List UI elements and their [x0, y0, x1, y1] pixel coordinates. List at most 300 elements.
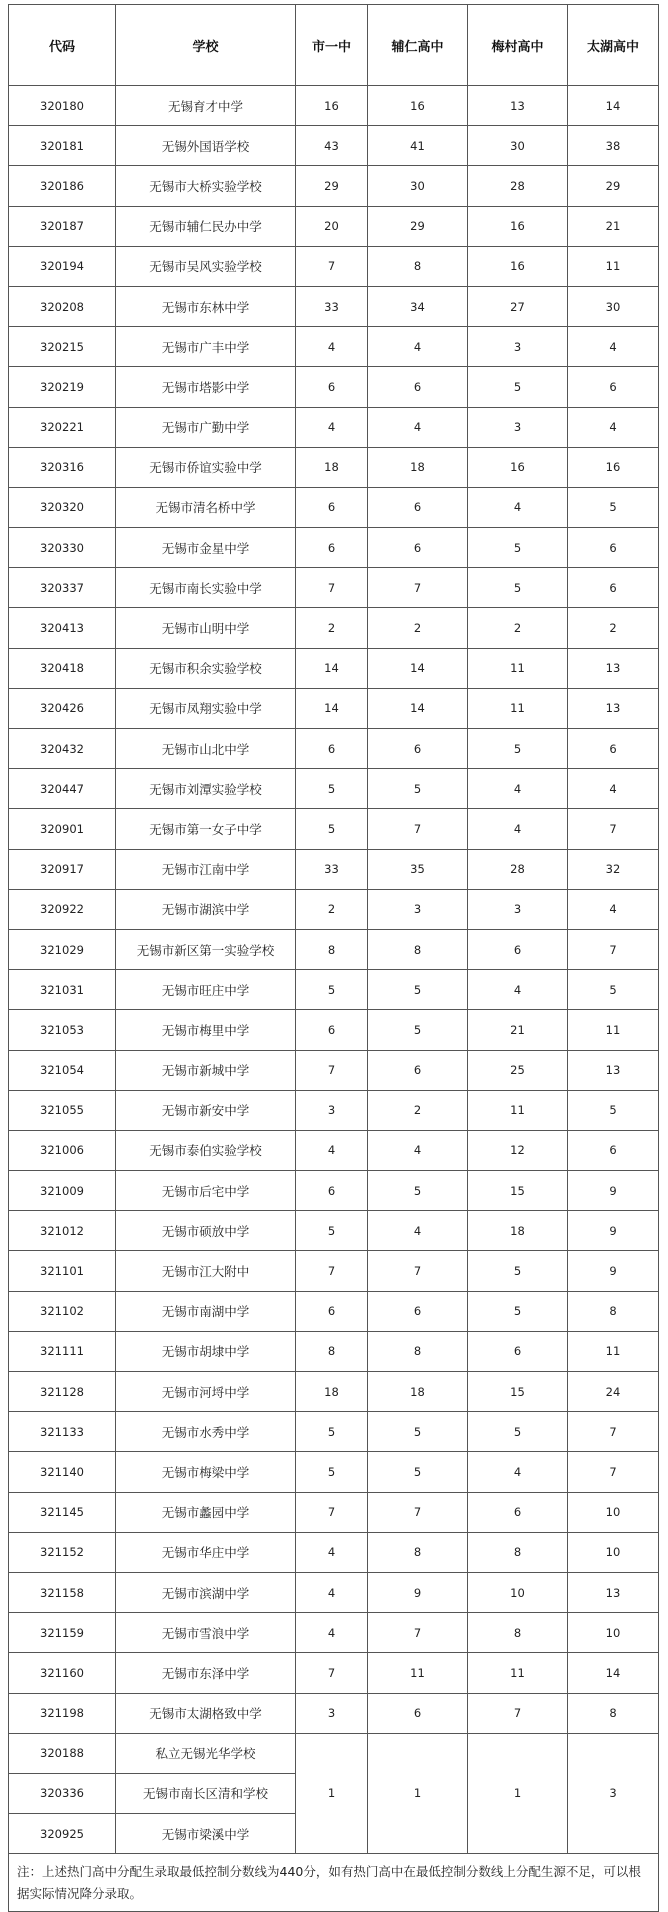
quota-shiyizhong: 2 — [296, 608, 368, 648]
quota-furen: 30 — [368, 166, 468, 206]
table-row — [9, 528, 659, 568]
quota-furen: 6 — [368, 367, 468, 407]
quota-shiyizhong: 4 — [296, 1130, 368, 1170]
quota-furen: 8 — [368, 929, 468, 969]
school-code: 320330 — [9, 528, 116, 568]
school-code: 320336 — [9, 1773, 116, 1813]
school-code: 321012 — [9, 1211, 116, 1251]
quota-taihu: 21 — [568, 206, 659, 246]
quota-shiyizhong: 18 — [296, 1372, 368, 1412]
table-row — [9, 849, 659, 889]
quota-meicun: 30 — [468, 126, 568, 166]
quota-furen: 41 — [368, 126, 468, 166]
school-code: 320447 — [9, 769, 116, 809]
quota-shiyizhong: 5 — [296, 970, 368, 1010]
quota-taihu: 7 — [568, 809, 659, 849]
table-row — [9, 1050, 659, 1090]
quota-shiyizhong: 14 — [296, 688, 368, 728]
quota-taihu: 32 — [568, 849, 659, 889]
school-code: 320413 — [9, 608, 116, 648]
school-name: 私立无锡光华学校 — [116, 1733, 296, 1773]
school-code: 321102 — [9, 1291, 116, 1331]
quota-furen: 6 — [368, 729, 468, 769]
quota-furen: 7 — [368, 568, 468, 608]
table-row — [9, 688, 659, 728]
quota-meicun: 4 — [468, 769, 568, 809]
quota-meicun: 15 — [468, 1171, 568, 1211]
quota-meicun: 8 — [468, 1532, 568, 1572]
quota-furen: 2 — [368, 608, 468, 648]
quota-taihu: 7 — [568, 1412, 659, 1452]
footnote: 注：上述热门高中分配生录取最低控制分数线为440分，如有热门高中在最低控制分数线上分配生源不足，可以根据实际情况降分录取。 — [9, 1854, 659, 1912]
school-code: 320188 — [9, 1733, 116, 1773]
table-row — [9, 246, 659, 286]
quota-taihu: 6 — [568, 568, 659, 608]
quota-taihu: 6 — [568, 528, 659, 568]
table-row — [9, 568, 659, 608]
header-school: 学校 — [116, 5, 296, 86]
school-code: 320194 — [9, 246, 116, 286]
school-code: 320432 — [9, 729, 116, 769]
quota-meicun: 13 — [468, 86, 568, 126]
table-row — [9, 1090, 659, 1130]
quota-taihu: 9 — [568, 1251, 659, 1291]
table-row — [9, 327, 659, 367]
quota-shiyizhong: 7 — [296, 1050, 368, 1090]
quota-shiyizhong: 6 — [296, 1010, 368, 1050]
school-code: 320320 — [9, 487, 116, 527]
quota-shiyizhong: 8 — [296, 929, 368, 969]
school-name: 无锡市辅仁民办中学 — [116, 206, 296, 246]
quota-furen: 5 — [368, 1412, 468, 1452]
school-name: 无锡市华庄中学 — [116, 1532, 296, 1572]
school-name: 无锡市凤翔实验中学 — [116, 688, 296, 728]
quota-furen: 5 — [368, 769, 468, 809]
school-code: 320186 — [9, 166, 116, 206]
school-code: 320208 — [9, 286, 116, 326]
quota-meicun: 4 — [468, 487, 568, 527]
group-quota-shiyizhong: 1 — [296, 1733, 368, 1854]
school-name: 无锡市梅梁中学 — [116, 1452, 296, 1492]
quota-furen: 7 — [368, 1251, 468, 1291]
quota-taihu: 7 — [568, 1452, 659, 1492]
quota-furen: 29 — [368, 206, 468, 246]
school-code: 321159 — [9, 1613, 116, 1653]
quota-furen: 18 — [368, 447, 468, 487]
table-row — [9, 1211, 659, 1251]
quota-meicun: 25 — [468, 1050, 568, 1090]
school-code: 320418 — [9, 648, 116, 688]
school-code: 320180 — [9, 86, 116, 126]
school-code: 320426 — [9, 688, 116, 728]
quota-meicun: 5 — [468, 1291, 568, 1331]
school-code: 321160 — [9, 1653, 116, 1693]
quota-shiyizhong: 29 — [296, 166, 368, 206]
school-name: 无锡市东林中学 — [116, 286, 296, 326]
note-row — [9, 1854, 659, 1912]
quota-meicun: 3 — [468, 889, 568, 929]
group-row — [9, 1733, 659, 1773]
group-quota-furen: 1 — [368, 1733, 468, 1854]
school-code: 321145 — [9, 1492, 116, 1532]
table-row — [9, 1532, 659, 1572]
quota-taihu: 13 — [568, 1572, 659, 1612]
quota-furen: 34 — [368, 286, 468, 326]
quota-meicun: 5 — [468, 729, 568, 769]
school-name: 无锡市山明中学 — [116, 608, 296, 648]
quota-meicun: 11 — [468, 1653, 568, 1693]
quota-taihu: 10 — [568, 1492, 659, 1532]
quota-meicun: 5 — [468, 568, 568, 608]
quota-shiyizhong: 6 — [296, 729, 368, 769]
quota-furen: 7 — [368, 1492, 468, 1532]
school-name: 无锡市胡埭中学 — [116, 1331, 296, 1371]
quota-shiyizhong: 3 — [296, 1693, 368, 1733]
school-name: 无锡市梁溪中学 — [116, 1814, 296, 1854]
quota-meicun: 15 — [468, 1372, 568, 1412]
quota-furen: 4 — [368, 1211, 468, 1251]
quota-shiyizhong: 33 — [296, 286, 368, 326]
table-row — [9, 929, 659, 969]
table-row — [9, 809, 659, 849]
school-code: 321133 — [9, 1412, 116, 1452]
table-row — [9, 367, 659, 407]
quota-meicun: 21 — [468, 1010, 568, 1050]
quota-furen: 8 — [368, 246, 468, 286]
quota-taihu: 8 — [568, 1693, 659, 1733]
quota-taihu: 14 — [568, 1653, 659, 1693]
school-name: 无锡市侨谊实验中学 — [116, 447, 296, 487]
header-taihu: 太湖高中 — [568, 5, 659, 86]
school-code: 320215 — [9, 327, 116, 367]
quota-furen: 16 — [368, 86, 468, 126]
school-code: 321128 — [9, 1372, 116, 1412]
table-row — [9, 447, 659, 487]
quota-meicun: 18 — [468, 1211, 568, 1251]
quota-taihu: 11 — [568, 246, 659, 286]
quota-furen: 5 — [368, 1010, 468, 1050]
quota-shiyizhong: 6 — [296, 487, 368, 527]
school-name: 无锡市清名桥中学 — [116, 487, 296, 527]
school-code: 321152 — [9, 1532, 116, 1572]
quota-meicun: 11 — [468, 1090, 568, 1130]
school-name: 无锡市雪浪中学 — [116, 1613, 296, 1653]
school-name: 无锡市滨湖中学 — [116, 1572, 296, 1612]
table-body — [9, 86, 659, 1912]
school-name: 无锡市广勤中学 — [116, 407, 296, 447]
table-row — [9, 166, 659, 206]
school-name: 无锡市第一女子中学 — [116, 809, 296, 849]
quota-meicun: 4 — [468, 970, 568, 1010]
quota-furen: 5 — [368, 970, 468, 1010]
quota-furen: 4 — [368, 327, 468, 367]
school-code: 320316 — [9, 447, 116, 487]
quota-furen: 2 — [368, 1090, 468, 1130]
table-row — [9, 1412, 659, 1452]
quota-furen: 5 — [368, 1171, 468, 1211]
quota-shiyizhong: 14 — [296, 648, 368, 688]
quota-furen: 6 — [368, 1050, 468, 1090]
quota-taihu: 14 — [568, 86, 659, 126]
quota-taihu: 10 — [568, 1613, 659, 1653]
quota-meicun: 6 — [468, 1492, 568, 1532]
quota-meicun: 3 — [468, 407, 568, 447]
school-name: 无锡市广丰中学 — [116, 327, 296, 367]
table-row — [9, 1653, 659, 1693]
quota-furen: 5 — [368, 1452, 468, 1492]
school-name: 无锡市南长区清和学校 — [116, 1773, 296, 1813]
quota-taihu: 9 — [568, 1171, 659, 1211]
quota-shiyizhong: 6 — [296, 1171, 368, 1211]
quota-furen: 4 — [368, 1130, 468, 1170]
quota-taihu: 13 — [568, 1050, 659, 1090]
school-name: 无锡市蠡园中学 — [116, 1492, 296, 1532]
school-name: 无锡市塔影中学 — [116, 367, 296, 407]
quota-furen: 14 — [368, 648, 468, 688]
group-quota-meicun: 1 — [468, 1733, 568, 1854]
quota-shiyizhong: 3 — [296, 1090, 368, 1130]
quota-taihu: 6 — [568, 1130, 659, 1170]
school-code: 321031 — [9, 970, 116, 1010]
quota-furen: 3 — [368, 889, 468, 929]
quota-meicun: 12 — [468, 1130, 568, 1170]
school-code: 321101 — [9, 1251, 116, 1291]
quota-taihu: 4 — [568, 769, 659, 809]
quota-furen: 9 — [368, 1572, 468, 1612]
quota-shiyizhong: 7 — [296, 1653, 368, 1693]
table-row — [9, 487, 659, 527]
quota-meicun: 28 — [468, 166, 568, 206]
header-row — [9, 5, 659, 86]
quota-taihu: 5 — [568, 970, 659, 1010]
school-name: 无锡市新安中学 — [116, 1090, 296, 1130]
quota-meicun: 11 — [468, 688, 568, 728]
school-name: 无锡市南湖中学 — [116, 1291, 296, 1331]
quota-shiyizhong: 6 — [296, 528, 368, 568]
quota-furen: 7 — [368, 809, 468, 849]
table-row — [9, 970, 659, 1010]
school-code: 320219 — [9, 367, 116, 407]
table-row — [9, 1572, 659, 1612]
quota-taihu: 11 — [568, 1010, 659, 1050]
quota-taihu: 4 — [568, 327, 659, 367]
school-name: 无锡市东泽中学 — [116, 1653, 296, 1693]
school-name: 无锡市新城中学 — [116, 1050, 296, 1090]
quota-meicun: 5 — [468, 528, 568, 568]
quota-taihu: 8 — [568, 1291, 659, 1331]
quota-taihu: 6 — [568, 367, 659, 407]
table-row — [9, 1693, 659, 1733]
quota-shiyizhong: 7 — [296, 246, 368, 286]
school-code: 320901 — [9, 809, 116, 849]
quota-furen: 6 — [368, 528, 468, 568]
quota-shiyizhong: 5 — [296, 809, 368, 849]
school-code: 320187 — [9, 206, 116, 246]
school-code: 321009 — [9, 1171, 116, 1211]
quota-taihu: 13 — [568, 648, 659, 688]
school-code: 320221 — [9, 407, 116, 447]
table-row — [9, 1251, 659, 1291]
quota-shiyizhong: 4 — [296, 327, 368, 367]
school-code: 321054 — [9, 1050, 116, 1090]
table-row — [9, 729, 659, 769]
quota-taihu: 4 — [568, 407, 659, 447]
quota-shiyizhong: 18 — [296, 447, 368, 487]
school-code: 321029 — [9, 929, 116, 969]
school-code: 321055 — [9, 1090, 116, 1130]
quota-furen: 35 — [368, 849, 468, 889]
quota-furen: 14 — [368, 688, 468, 728]
school-name: 无锡市河埒中学 — [116, 1372, 296, 1412]
quota-taihu: 24 — [568, 1372, 659, 1412]
quota-furen: 18 — [368, 1372, 468, 1412]
quota-meicun: 28 — [468, 849, 568, 889]
school-name: 无锡市硕放中学 — [116, 1211, 296, 1251]
quota-meicun: 3 — [468, 327, 568, 367]
school-code: 321111 — [9, 1331, 116, 1371]
quota-meicun: 4 — [468, 809, 568, 849]
quota-furen: 11 — [368, 1653, 468, 1693]
quota-shiyizhong: 5 — [296, 1412, 368, 1452]
quota-shiyizhong: 4 — [296, 407, 368, 447]
quota-meicun: 4 — [468, 1452, 568, 1492]
school-name: 无锡市旺庄中学 — [116, 970, 296, 1010]
table-row — [9, 286, 659, 326]
school-code: 320181 — [9, 126, 116, 166]
quota-meicun: 7 — [468, 1693, 568, 1733]
school-name: 无锡市刘潭实验学校 — [116, 769, 296, 809]
table-row — [9, 1613, 659, 1653]
school-name: 无锡市大桥实验学校 — [116, 166, 296, 206]
table-row — [9, 648, 659, 688]
quota-shiyizhong: 5 — [296, 1452, 368, 1492]
quota-shiyizhong: 2 — [296, 889, 368, 929]
quota-shiyizhong: 33 — [296, 849, 368, 889]
header-code: 代码 — [9, 5, 116, 86]
quota-furen: 7 — [368, 1613, 468, 1653]
quota-taihu: 2 — [568, 608, 659, 648]
quota-meicun: 16 — [468, 206, 568, 246]
quota-shiyizhong: 20 — [296, 206, 368, 246]
school-code: 321006 — [9, 1130, 116, 1170]
header-shiyizhong: 市一中 — [296, 5, 368, 86]
school-name: 无锡市湖滨中学 — [116, 889, 296, 929]
quota-meicun: 6 — [468, 1331, 568, 1371]
table-row — [9, 126, 659, 166]
quota-shiyizhong: 6 — [296, 1291, 368, 1331]
quota-shiyizhong: 4 — [296, 1532, 368, 1572]
school-name: 无锡市江大附中 — [116, 1251, 296, 1291]
quota-shiyizhong: 5 — [296, 769, 368, 809]
table-row — [9, 1331, 659, 1371]
school-name: 无锡市吴风实验学校 — [116, 246, 296, 286]
header-meicun: 梅村高中 — [468, 5, 568, 86]
quota-meicun: 5 — [468, 367, 568, 407]
school-code: 320337 — [9, 568, 116, 608]
quota-shiyizhong: 7 — [296, 568, 368, 608]
quota-meicun: 5 — [468, 1412, 568, 1452]
school-name: 无锡市泰伯实验学校 — [116, 1130, 296, 1170]
quota-shiyizhong: 5 — [296, 1211, 368, 1251]
quota-taihu: 16 — [568, 447, 659, 487]
quota-taihu: 6 — [568, 729, 659, 769]
table-row — [9, 206, 659, 246]
school-code: 320917 — [9, 849, 116, 889]
quota-furen: 6 — [368, 487, 468, 527]
quota-taihu: 30 — [568, 286, 659, 326]
school-code: 321140 — [9, 1452, 116, 1492]
table-row — [9, 1130, 659, 1170]
quota-meicun: 16 — [468, 246, 568, 286]
school-name: 无锡市积余实验学校 — [116, 648, 296, 688]
quota-shiyizhong: 16 — [296, 86, 368, 126]
quota-shiyizhong: 6 — [296, 367, 368, 407]
table-row — [9, 86, 659, 126]
school-name: 无锡市太湖格致中学 — [116, 1693, 296, 1733]
school-name: 无锡市水秀中学 — [116, 1412, 296, 1452]
quota-shiyizhong: 7 — [296, 1492, 368, 1532]
quota-meicun: 16 — [468, 447, 568, 487]
school-name: 无锡市金星中学 — [116, 528, 296, 568]
quota-taihu: 38 — [568, 126, 659, 166]
group-quota-taihu: 3 — [568, 1733, 659, 1854]
table-row — [9, 1452, 659, 1492]
table-row — [9, 1492, 659, 1532]
quota-taihu: 29 — [568, 166, 659, 206]
school-name: 无锡市山北中学 — [116, 729, 296, 769]
table-row — [9, 608, 659, 648]
school-code: 320925 — [9, 1814, 116, 1854]
quota-meicun: 2 — [468, 608, 568, 648]
school-name: 无锡市江南中学 — [116, 849, 296, 889]
school-name: 无锡市新区第一实验学校 — [116, 929, 296, 969]
quota-taihu: 5 — [568, 487, 659, 527]
quota-meicun: 27 — [468, 286, 568, 326]
quota-meicun: 6 — [468, 929, 568, 969]
school-code: 320922 — [9, 889, 116, 929]
school-name: 无锡市后宅中学 — [116, 1171, 296, 1211]
header-furen: 辅仁高中 — [368, 5, 468, 86]
quota-taihu: 5 — [568, 1090, 659, 1130]
allocation-table — [8, 4, 659, 1912]
quota-taihu: 10 — [568, 1532, 659, 1572]
quota-shiyizhong: 7 — [296, 1251, 368, 1291]
school-name: 无锡市梅里中学 — [116, 1010, 296, 1050]
school-name: 无锡外国语学校 — [116, 126, 296, 166]
quota-meicun: 5 — [468, 1251, 568, 1291]
quota-shiyizhong: 4 — [296, 1613, 368, 1653]
table-row — [9, 769, 659, 809]
school-code: 321198 — [9, 1693, 116, 1733]
table-row — [9, 889, 659, 929]
quota-furen: 6 — [368, 1693, 468, 1733]
quota-meicun: 10 — [468, 1572, 568, 1612]
school-code: 321158 — [9, 1572, 116, 1612]
school-name: 无锡市南长实验中学 — [116, 568, 296, 608]
quota-taihu: 9 — [568, 1211, 659, 1251]
table-row — [9, 1291, 659, 1331]
quota-meicun: 11 — [468, 648, 568, 688]
school-name: 无锡育才中学 — [116, 86, 296, 126]
quota-furen: 8 — [368, 1532, 468, 1572]
quota-taihu: 4 — [568, 889, 659, 929]
quota-shiyizhong: 4 — [296, 1572, 368, 1612]
quota-furen: 4 — [368, 407, 468, 447]
school-code: 321053 — [9, 1010, 116, 1050]
table-row — [9, 1010, 659, 1050]
quota-furen: 6 — [368, 1291, 468, 1331]
quota-furen: 8 — [368, 1331, 468, 1371]
